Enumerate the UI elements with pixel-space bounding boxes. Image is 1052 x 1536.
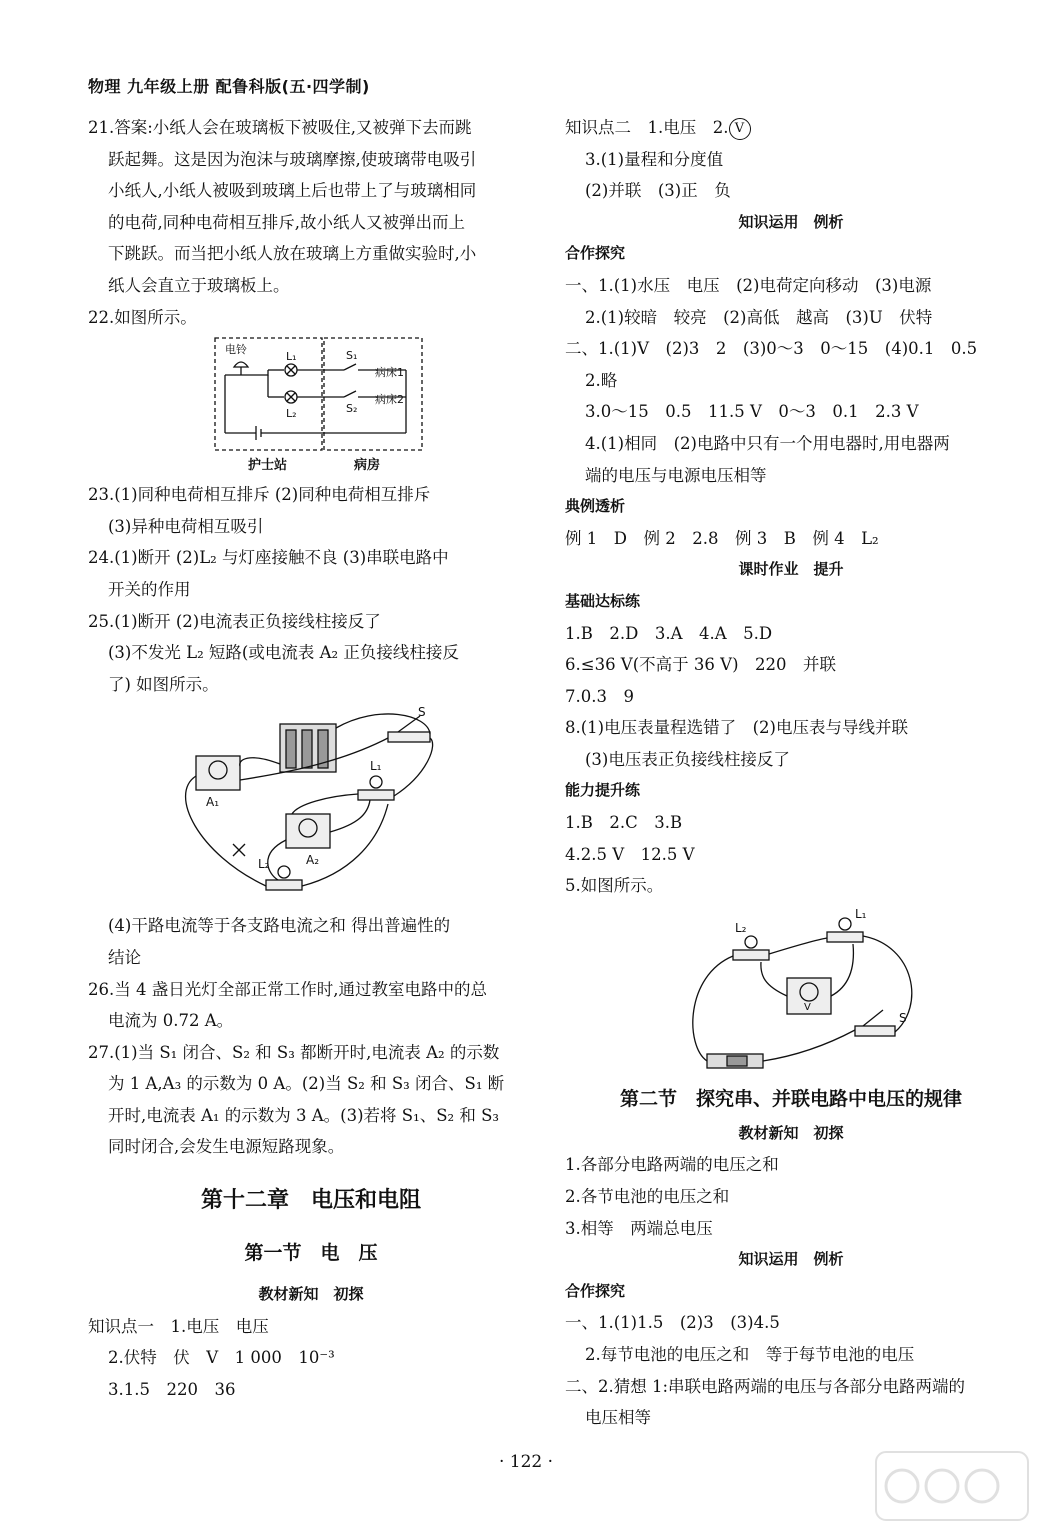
q27-line: 27.(1)当 S₁ 闭合、S₂ 和 S₃ 都断开时,电流表 A₂ 的示数	[88, 1042, 500, 1062]
q21-line: 下跳跃。而当把小纸人放在玻璃上方重做实验时,小	[108, 244, 477, 264]
typical-line: 例 1 D 例 2 2.8 例 3 B 例 4 L₂	[565, 528, 879, 548]
q25-answer	[88, 606, 534, 701]
q21-line: 小纸人,小纸人被吸到玻璃上后也带上了与玻璃相同	[108, 181, 477, 201]
coop-heading: 合作探究	[565, 1281, 626, 1300]
chapter-title: 第十二章 电压和电阻	[200, 1188, 421, 1214]
q21-answer	[88, 112, 534, 302]
q27-line: 开时,电流表 A₁ 的示数为 3 A。(3)若将 S₁、S₂ 和 S₃	[108, 1105, 500, 1125]
coop2-line: 2.每节电池的电压之和 等于每节电池的电压	[585, 1345, 915, 1364]
q21-line: 21.答案:小纸人会在玻璃板下被吸住,又被弹下去而跳	[88, 118, 472, 137]
bed2-label: 病床2	[375, 393, 404, 407]
new-knowledge-line: 2.各节电池的电压之和	[565, 1187, 730, 1207]
coop-line: 一、1.(1)水压 电压 (2)电荷定向移动 (3)电源	[565, 275, 932, 295]
ability-line: 5.如图所示。	[565, 876, 664, 896]
q26-answer	[88, 974, 534, 1037]
q26-line: 26.当 4 盏日光灯全部正常工作时,通过教室电路中的总	[88, 979, 487, 999]
running-header: 物理 九年级上册 配鲁科版(五·四学制)	[88, 77, 370, 96]
watermark-logo-icon	[872, 1446, 1032, 1526]
lamp1-label: L₁	[370, 759, 382, 774]
ability-line: 4.2.5 V 12.5 V	[565, 844, 695, 864]
section-title: 第一节 电 压	[244, 1242, 378, 1265]
knowledge-line: 2.伏特 伏 V 1 000 10⁻³	[108, 1348, 335, 1368]
basic-line: 6.≤36 V(不高于 36 V) 220 并联	[565, 655, 836, 675]
nurse-call-circuit-figure	[88, 335, 534, 475]
ability-heading: 能力提升练	[565, 781, 641, 800]
coop-line: 2.略	[585, 370, 618, 390]
basic-line: (3)电压表正负接线柱接反了	[585, 749, 790, 769]
knowledge-line: (2)并联 (3)正 负	[585, 181, 731, 201]
l1-label: L₁	[286, 350, 297, 364]
knowledge-line: 3.1.5 220 36	[108, 1379, 236, 1399]
q25-answer-cont	[88, 910, 534, 973]
basic-line: 1.B 2.D 3.A 4.A 5.D	[565, 623, 773, 643]
q25-line: (4)干路电流等于各支路电流之和 得出普遍性的	[108, 916, 451, 936]
ammeter2-label: A₂	[306, 853, 320, 868]
q23-line: (3)异种电荷相互吸引	[108, 516, 264, 536]
q24-answer	[88, 542, 534, 605]
s2-label: S₂	[346, 402, 358, 416]
basic-line: 7.0.3 9	[565, 686, 634, 706]
q25-line: 了) 如图所示。	[108, 674, 219, 694]
q26-line: 电流为 0.72 A。	[108, 1011, 234, 1031]
q22-answer: 22.如图所示。	[88, 307, 197, 327]
right-column	[565, 112, 1017, 1434]
coop-line: 4.(1)相同 (2)电路中只有一个用电器时,用电器两	[585, 433, 950, 453]
lamp2-label: L₂	[735, 920, 747, 935]
coop-line: 2.(1)较暗 较亮 (2)高低 越高 (3)U 伏特	[585, 307, 933, 327]
series-voltmeter-circuit-figure	[565, 906, 1017, 1076]
q21-line: 的电荷,同种电荷相互排斥,故小纸人又被弹出而上	[108, 212, 465, 232]
coop-line: 3.0～15 0.5 11.5 V 0～3 0.1 2.3 V	[585, 402, 919, 422]
typical-heading: 典例透析	[565, 497, 626, 516]
page-number: · 122 ·	[498, 1452, 554, 1472]
subsection-heading: 课时作业 提升	[738, 560, 844, 579]
s1-label: S₁	[346, 349, 358, 363]
voltmeter-label: V	[804, 1001, 811, 1013]
lamp1-label: L₁	[855, 906, 867, 921]
q24-line: 24.(1)断开 (2)L₂ 与灯座接触不良 (3)串联电路中	[88, 548, 449, 568]
knowledge-point-2	[565, 112, 1017, 144]
l2-label: L₂	[286, 407, 297, 421]
q24-line: 开关的作用	[108, 579, 191, 599]
coop2-line: 一、1.(1)1.5 (2)3 (3)4.5	[565, 1313, 780, 1333]
switch-label: S	[899, 1010, 907, 1025]
basic-line: 8.(1)电压表量程选错了 (2)电压表与导线并联	[565, 718, 908, 738]
section-title: 第二节 探究串、并联电路中电压的规律	[619, 1087, 962, 1110]
q21-line: 跃起舞。这是因为泡沫与玻璃摩擦,使玻璃带电吸引	[108, 149, 477, 169]
coop-heading: 合作探究	[565, 244, 626, 263]
q25-line: 25.(1)断开 (2)电流表正负接线柱接反了	[88, 611, 381, 631]
coop-line: 端的电压与电源电压相等	[585, 465, 767, 485]
ammeter1-label: A₁	[206, 795, 220, 810]
bell-label: 电铃	[225, 343, 247, 357]
q23-answer	[88, 479, 534, 542]
q27-answer	[88, 1037, 534, 1163]
subsection-heading: 教材新知 初探	[738, 1123, 844, 1142]
switch-label: S	[418, 705, 426, 720]
ward-label: 病房	[354, 458, 381, 474]
subsection-heading: 知识运用 例析	[738, 1250, 844, 1269]
knowledge-point-1: 知识点一 1.电压 电压	[88, 1316, 269, 1336]
coop-line: 二、1.(1)V (2)3 2 (3)0～3 0～15 (4)0.1 0.5	[565, 339, 978, 359]
q27-line: 同时闭合,会发生电源短路现象。	[108, 1137, 345, 1157]
subsection-heading: 教材新知 初探	[258, 1285, 364, 1304]
q25-line: 结论	[108, 947, 141, 967]
lamp2-label: L₂	[258, 857, 270, 872]
knowledge-point-2-text: 知识点二 1.电压 2.	[565, 118, 729, 137]
q25-line: (3)不发光 L₂ 短路(或电流表 A₂ 正负接线柱接反	[108, 643, 459, 663]
coop2-line: 电压相等	[585, 1408, 651, 1428]
ability-line: 1.B 2.C 3.B	[565, 813, 683, 833]
basic-heading: 基础达标练	[565, 591, 641, 610]
new-knowledge-line: 1.各部分电路两端的电压之和	[565, 1155, 779, 1175]
subsection-heading: 知识运用 例析	[738, 212, 844, 231]
station-label: 护士站	[248, 458, 288, 474]
q27-line: 为 1 A,A₃ 的示数为 0 A。(2)当 S₂ 和 S₃ 闭合、S₁ 断	[108, 1074, 505, 1094]
q21-line: 纸人会直立于玻璃板上。	[108, 275, 290, 295]
left-column	[88, 112, 534, 1405]
new-knowledge-line: 3.相等 两端总电压	[565, 1218, 713, 1238]
knowledge-line: 3.(1)量程和分度值	[585, 149, 724, 169]
coop2-line: 二、2.猜想 1:串联电路两端的电压与各部分电路两端的	[565, 1376, 966, 1396]
q23-line: 23.(1)同种电荷相互排斥 (2)同种电荷相互排斥	[88, 485, 431, 505]
voltmeter-symbol-icon: V	[729, 118, 751, 140]
bed1-label: 病床1	[375, 366, 404, 380]
parallel-ammeter-circuit-figure	[88, 704, 534, 904]
